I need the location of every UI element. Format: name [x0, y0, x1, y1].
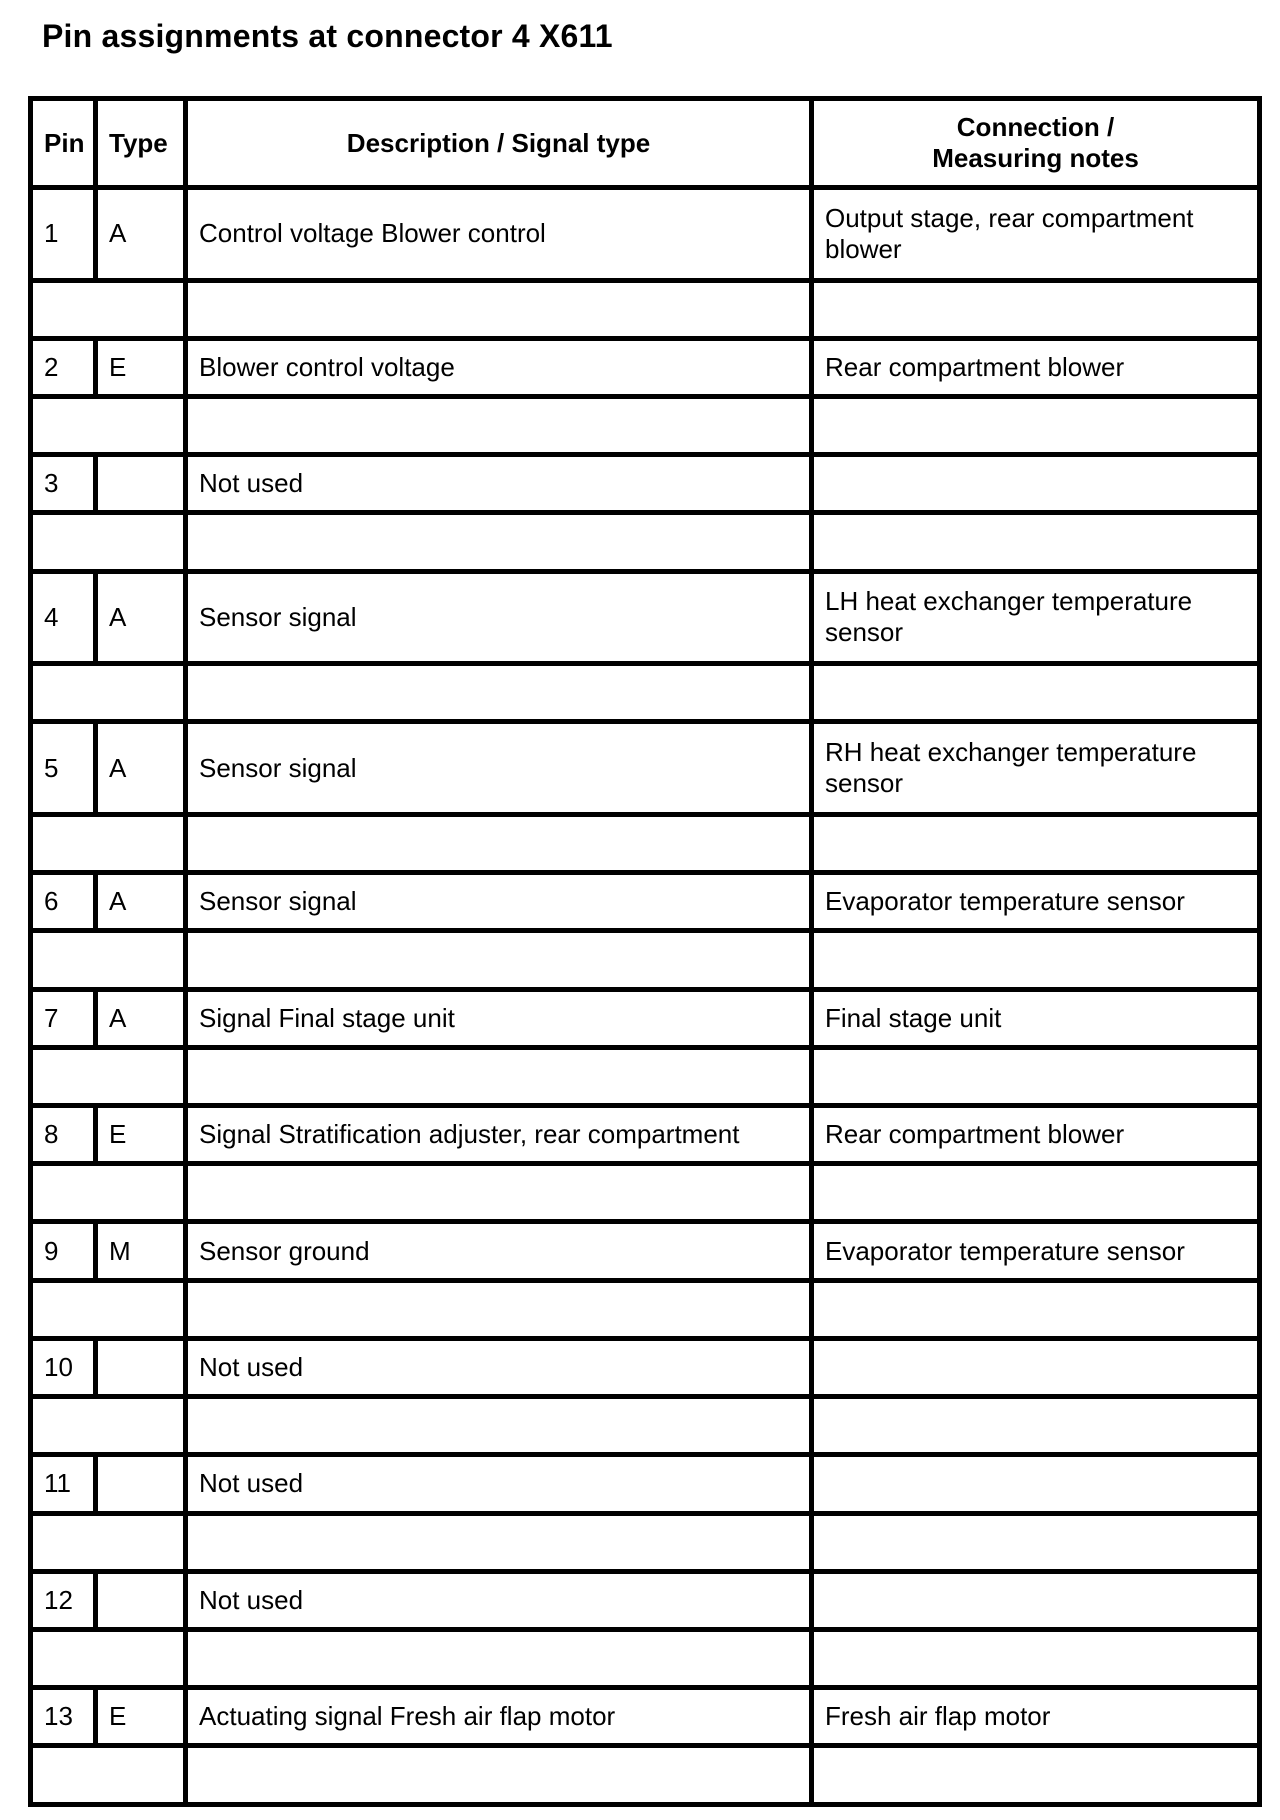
spacer-cell — [31, 396, 186, 454]
connection-line1: Evaporator temperature sensor — [825, 1235, 1185, 1266]
pin-cell: 7 — [31, 989, 96, 1047]
spacer-cell — [186, 1047, 812, 1105]
type-cell — [96, 1338, 186, 1396]
spacer-cell — [31, 931, 186, 989]
spacer-cell — [31, 1047, 186, 1105]
description-cell: Actuating signal Fresh air flap motor — [186, 1688, 812, 1746]
spacer-cell — [31, 1630, 186, 1688]
description-cell: Not used — [186, 1455, 812, 1513]
spacer-row — [31, 1397, 1260, 1455]
pin-cell: 4 — [31, 571, 96, 664]
description-cell: Signal Final stage unit — [186, 989, 812, 1047]
pin-cell: 9 — [31, 1222, 96, 1280]
type-cell: E — [96, 1688, 186, 1746]
pin-cell: 11 — [31, 1455, 96, 1513]
connection-cell — [812, 188, 1260, 281]
pin-cell: 8 — [31, 1106, 96, 1164]
connection-line2: sensor — [825, 768, 904, 799]
spacer-cell — [186, 396, 812, 454]
spacer-cell — [812, 513, 1260, 571]
spacer-cell — [812, 1397, 1260, 1455]
description-cell: Not used — [186, 1338, 812, 1396]
connection-line2: blower — [825, 233, 902, 264]
description-cell: Signal Stratification adjuster, rear compartment — [186, 1106, 812, 1164]
pin-cell: 12 — [31, 1571, 96, 1629]
connection-line1: Rear compartment blower — [825, 351, 1125, 382]
table-row — [31, 1571, 1260, 1629]
column-header-type: Type — [96, 99, 186, 188]
connection-cell — [812, 989, 1260, 1047]
connection-cell — [812, 1338, 1260, 1396]
type-cell: A — [96, 722, 186, 815]
pin-assignment-table — [28, 96, 1262, 1807]
connection-line1: Fresh air flap motor — [825, 1701, 1051, 1732]
spacer-row — [31, 396, 1260, 454]
column-header-description: Description / Signal type — [186, 99, 812, 188]
type-cell: E — [96, 1106, 186, 1164]
type-cell: A — [96, 571, 186, 664]
spacer-cell — [186, 1164, 812, 1222]
description-cell: Not used — [186, 1571, 812, 1629]
spacer-cell — [812, 1630, 1260, 1688]
page-title: Pin assignments at connector 4 X611 — [42, 18, 613, 54]
spacer-cell — [31, 814, 186, 872]
connection-cell — [812, 1455, 1260, 1513]
spacer-cell — [186, 664, 812, 722]
spacer-cell — [31, 1164, 186, 1222]
spacer-cell — [812, 396, 1260, 454]
spacer-cell — [812, 814, 1260, 872]
connection-line2: sensor — [825, 617, 904, 648]
spacer-cell — [812, 280, 1260, 338]
connection-line1: Evaporator temperature sensor — [825, 886, 1185, 917]
spacer-cell — [31, 1746, 186, 1805]
spacer-cell — [812, 1746, 1260, 1805]
spacer-row — [31, 1746, 1260, 1805]
description-cell: Sensor signal — [186, 571, 812, 664]
pin-cell: 3 — [31, 455, 96, 513]
pin-cell: 1 — [31, 188, 96, 281]
table-row — [31, 188, 1260, 281]
table-row — [31, 989, 1260, 1047]
table-row — [31, 722, 1260, 815]
connection-line1: Output stage, rear compartment — [825, 202, 1194, 233]
column-header-connection-line1: Connection / — [956, 112, 1115, 142]
connection-line1: LH heat exchanger temperature — [825, 586, 1193, 617]
spacer-cell — [31, 513, 186, 571]
connection-line1: Final stage unit — [825, 1002, 1002, 1033]
spacer-cell — [31, 1397, 186, 1455]
type-cell — [96, 1455, 186, 1513]
table-row — [31, 455, 1260, 513]
pin-cell: 6 — [31, 873, 96, 931]
connection-cell — [812, 571, 1260, 664]
description-cell: Not used — [186, 455, 812, 513]
table-row — [31, 338, 1260, 396]
spacer-row — [31, 664, 1260, 722]
spacer-cell — [812, 1513, 1260, 1571]
spacer-cell — [186, 280, 812, 338]
connection-cell — [812, 1222, 1260, 1280]
connection-line1: Rear compartment blower — [825, 1119, 1125, 1150]
table-header-row — [31, 99, 1260, 188]
table-row — [31, 1455, 1260, 1513]
spacer-cell — [186, 1630, 812, 1688]
spacer-row — [31, 814, 1260, 872]
type-cell — [96, 1571, 186, 1629]
column-header-connection — [812, 99, 1260, 188]
description-cell: Sensor signal — [186, 722, 812, 815]
spacer-cell — [186, 814, 812, 872]
connection-cell — [812, 338, 1260, 396]
spacer-row — [31, 513, 1260, 571]
spacer-row — [31, 931, 1260, 989]
spacer-cell — [186, 1513, 812, 1571]
spacer-cell — [186, 1280, 812, 1338]
spacer-cell — [186, 1746, 812, 1805]
description-cell: Control voltage Blower control — [186, 188, 812, 281]
type-cell — [96, 455, 186, 513]
table-row — [31, 1688, 1260, 1746]
spacer-cell — [31, 664, 186, 722]
description-cell: Sensor ground — [186, 1222, 812, 1280]
description-cell: Blower control voltage — [186, 338, 812, 396]
table-body — [31, 188, 1260, 1805]
pin-cell: 13 — [31, 1688, 96, 1746]
table-row — [31, 1106, 1260, 1164]
pin-cell: 5 — [31, 722, 96, 815]
connection-cell — [812, 455, 1260, 513]
spacer-row — [31, 1513, 1260, 1571]
spacer-row — [31, 1164, 1260, 1222]
spacer-cell — [812, 1047, 1260, 1105]
connection-cell — [812, 1106, 1260, 1164]
connection-cell — [812, 722, 1260, 815]
type-cell: M — [96, 1222, 186, 1280]
type-cell: A — [96, 989, 186, 1047]
spacer-cell — [812, 1280, 1260, 1338]
spacer-cell — [31, 1513, 186, 1571]
column-header-pin: Pin — [31, 99, 96, 188]
spacer-cell — [812, 664, 1260, 722]
spacer-row — [31, 1047, 1260, 1105]
type-cell: E — [96, 338, 186, 396]
spacer-cell — [186, 1397, 812, 1455]
connection-line1: RH heat exchanger temperature — [825, 737, 1197, 768]
spacer-cell — [31, 280, 186, 338]
spacer-cell — [186, 931, 812, 989]
column-header-connection-line2: Measuring notes — [932, 143, 1139, 173]
table-row — [31, 873, 1260, 931]
type-cell: A — [96, 188, 186, 281]
type-cell: A — [96, 873, 186, 931]
description-cell: Sensor signal — [186, 873, 812, 931]
spacer-cell — [186, 513, 812, 571]
spacer-row — [31, 1280, 1260, 1338]
table-row — [31, 571, 1260, 664]
spacer-cell — [812, 931, 1260, 989]
connection-cell — [812, 1571, 1260, 1629]
connection-cell — [812, 873, 1260, 931]
pin-cell: 2 — [31, 338, 96, 396]
table-row — [31, 1222, 1260, 1280]
table-row — [31, 1338, 1260, 1396]
spacer-row — [31, 1630, 1260, 1688]
spacer-row — [31, 280, 1260, 338]
pin-cell: 10 — [31, 1338, 96, 1396]
connection-cell — [812, 1688, 1260, 1746]
spacer-cell — [812, 1164, 1260, 1222]
spacer-cell — [31, 1280, 186, 1338]
